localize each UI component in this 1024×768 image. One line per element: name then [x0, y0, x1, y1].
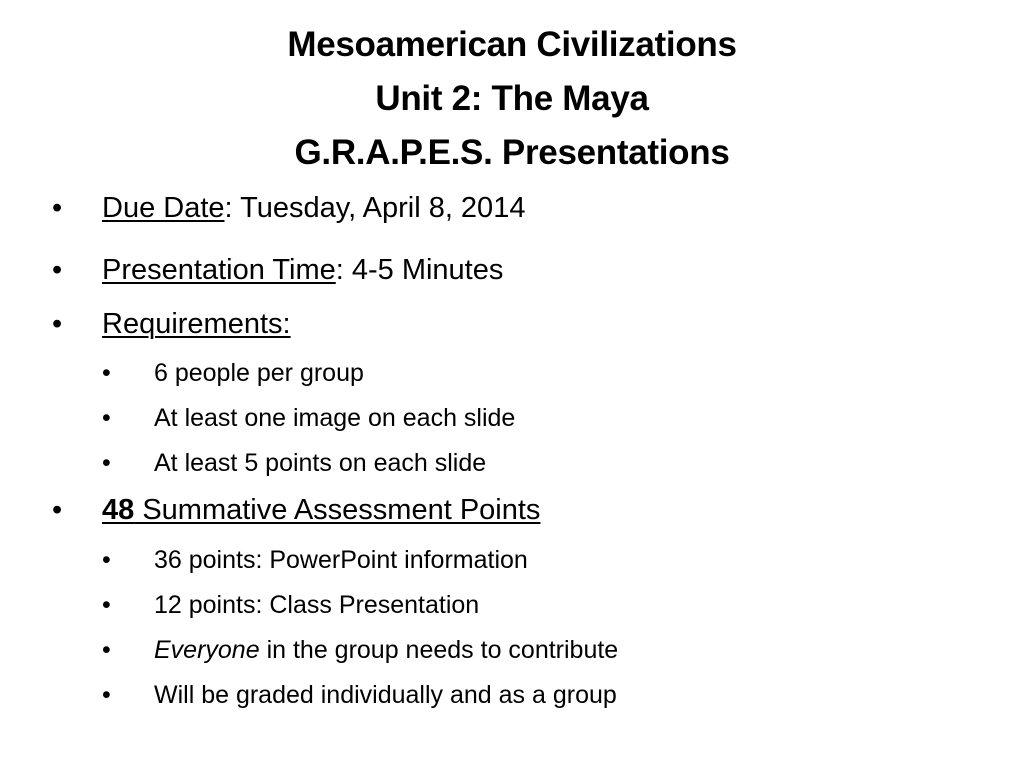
- bullet-icon: •: [52, 192, 63, 224]
- bullet-icon: •: [52, 254, 63, 286]
- bullet-icon: •: [52, 308, 63, 340]
- title-line-2: Unit 2: The Maya: [375, 79, 649, 118]
- title-line-3: G.R.A.P.E.S. Presentations: [294, 133, 730, 172]
- requirement-text: At least one image on each slide: [154, 404, 516, 432]
- assessment-points-number: 48: [102, 494, 135, 526]
- contribute-text: [154, 634, 618, 666]
- points-breakdown-text: 12 points: Class Presentation: [154, 591, 480, 619]
- bullet-icon: •: [102, 636, 111, 664]
- points-breakdown-text: 36 points: PowerPoint information: [154, 546, 528, 574]
- title-line-1: Mesoamerican Civilizations: [287, 25, 737, 64]
- everyone-emphasis: Everyone: [154, 636, 260, 664]
- requirement-text: At least 5 points on each slide: [154, 449, 487, 477]
- bullet-icon: •: [52, 494, 63, 526]
- bullet-icon: •: [102, 404, 111, 432]
- assessment-points-text: [102, 492, 540, 528]
- presentation-time-text: [102, 252, 503, 288]
- slide-title: [0, 18, 1024, 180]
- assessment-points-label: Summative Assessment Points: [134, 494, 541, 526]
- contribute-rest: in the group needs to contribute: [259, 636, 619, 664]
- presentation-time-value: : 4-5 Minutes: [335, 254, 504, 286]
- requirements-label: Requirements:: [102, 308, 291, 340]
- requirement-text: 6 people per group: [154, 359, 364, 387]
- bullet-icon: •: [102, 681, 111, 709]
- bullet-icon: •: [102, 546, 111, 574]
- due-date-label: Due Date: [102, 192, 225, 224]
- grading-text: Will be graded individually and as a group: [154, 681, 617, 709]
- bullet-icon: •: [102, 359, 111, 387]
- bullet-icon: •: [102, 449, 111, 477]
- due-date-value: : Tuesday, April 8, 2014: [224, 192, 526, 224]
- due-date-text: [102, 190, 525, 226]
- presentation-time-label: Presentation Time: [102, 254, 336, 286]
- bullet-icon: •: [102, 591, 111, 619]
